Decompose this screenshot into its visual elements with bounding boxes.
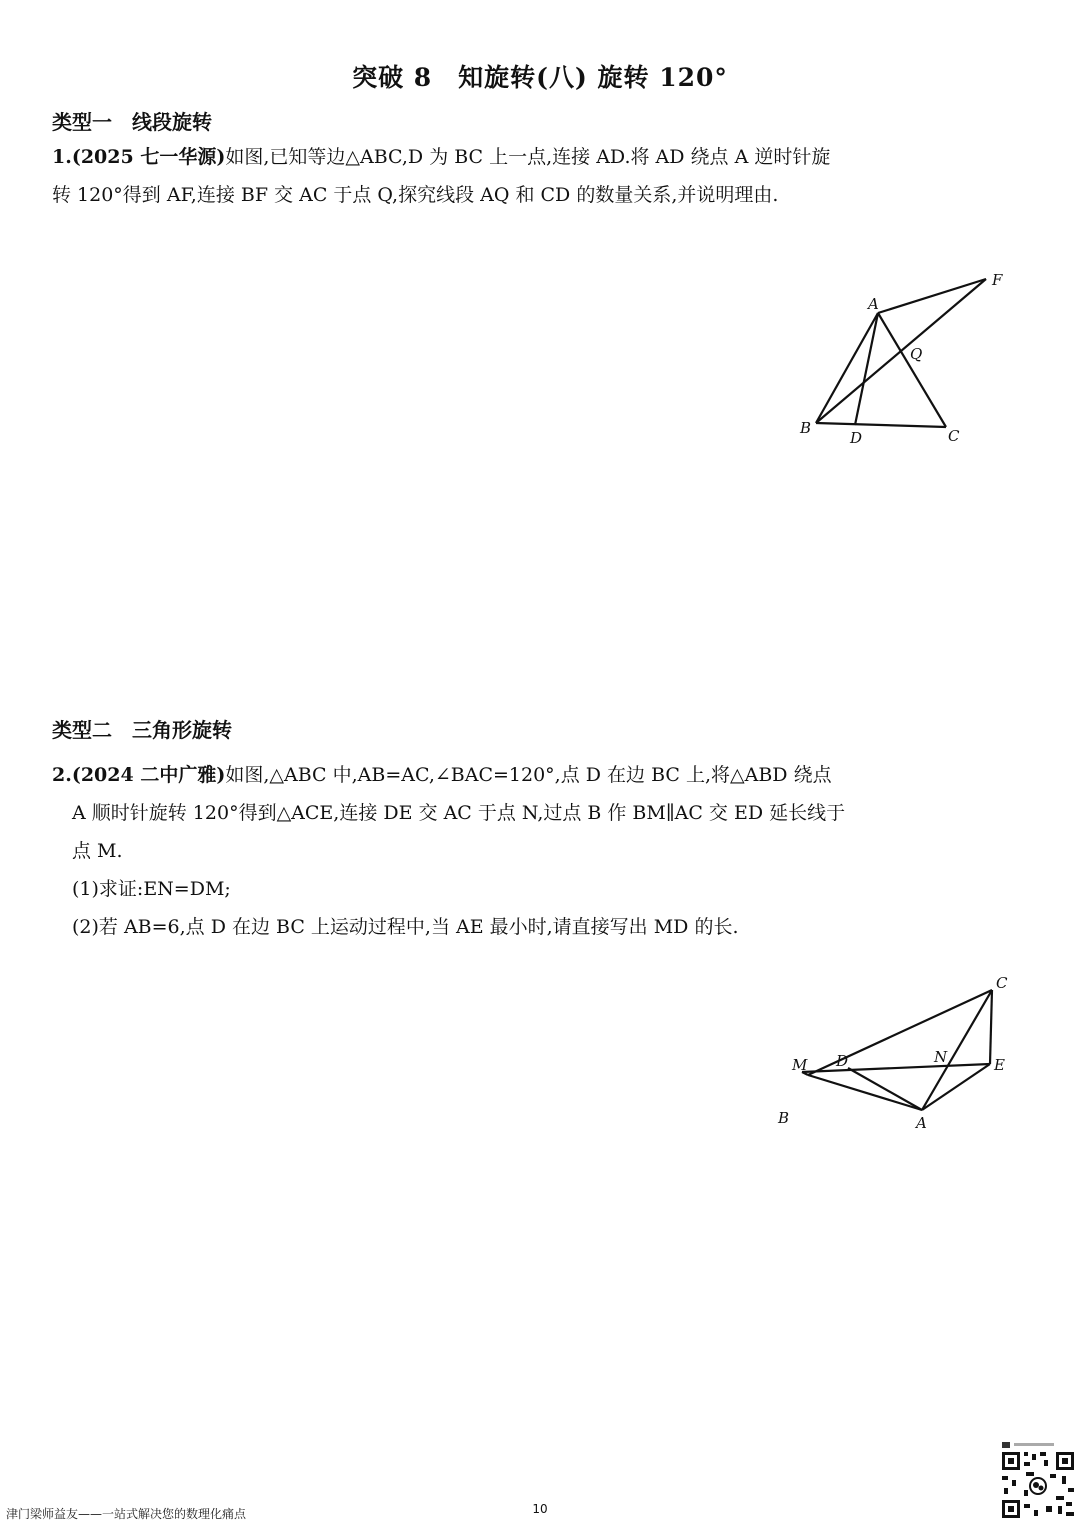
label-a: A [916,1114,927,1132]
segment-af [878,279,986,313]
figure-2 [770,970,1020,1139]
label-n: N [934,1048,948,1066]
segment-bf [816,279,986,423]
label-b: B [778,1109,790,1127]
label-b: B [800,419,812,437]
segment-ac [922,990,992,1110]
label-a: A [868,295,879,313]
section-heading-2: 类型二 三角形旋转 [52,718,232,742]
segment-ac [878,313,946,427]
segment-ad [848,1068,922,1110]
footer-text: 津门梁师益友——一站式解决您的数理化痛点 [6,1507,247,1521]
figure-1-svg [790,265,1020,455]
label-m: M [792,1056,808,1074]
label-c: C [996,974,1008,992]
problem-2 [52,756,1012,946]
problem-2-source: (2024 二中广雅) [71,764,226,786]
segment-ae [922,1064,990,1110]
label-d: D [836,1052,849,1070]
label-e: E [994,1056,1005,1074]
page-number: 10 [532,1502,548,1516]
figure-1 [790,265,1020,459]
problem-2-line-1 [52,756,1012,794]
problem-1-line-1 [52,138,1012,176]
problem-1-text-2: 转 120°得到 AF,连接 BF 交 AC 于点 Q,探究线段 AQ 和 CD 的数量关系,并说明理由. [52,184,779,206]
label-d: D [850,429,863,447]
segment-ad [855,313,878,425]
segment-bc [816,423,946,427]
section-heading-1: 类型一 线段旋转 [52,110,212,134]
problem-1 [52,138,1012,214]
problem-1-number: 1. [52,146,72,168]
segment-ba [808,1075,922,1110]
label-f: F [992,271,1003,289]
problem-2-number: 2. [52,764,72,786]
label-c: C [948,427,960,445]
problem-2-part-1: (1)求证:EN=DM; [72,878,231,900]
problem-2-text-2: A 顺时针旋转 120°得到△ACE,连接 DE 交 AC 于点 N,过点 B 作 BM∥AC 交 ED 延长线于 [72,802,846,824]
segment-ce [990,990,992,1064]
segment-ab [816,313,878,423]
problem-2-part-2: (2)若 AB=6,点 D 在边 BC 上运动过程中,当 AE 最小时,请直接写出 MD 的长. [72,916,739,938]
page-title: 突破 8 知旋转(八) 旋转 120° [352,63,728,92]
label-q: Q [910,345,923,363]
problem-2-text-3: 点 M. [72,840,123,862]
problem-1-text-1: 如图,已知等边△ABC,D 为 BC 上一点,连接 AD.将 AD 绕点 A 逆时针旋 [225,146,831,168]
problem-1-source: (2025 七一华源) [71,146,226,168]
figure-2-svg [770,970,1020,1135]
problem-2-text-1: 如图,△ABC 中,AB=AC,∠BAC=120°,点 D 在边 BC 上,将△ABD 绕点 [225,764,832,786]
